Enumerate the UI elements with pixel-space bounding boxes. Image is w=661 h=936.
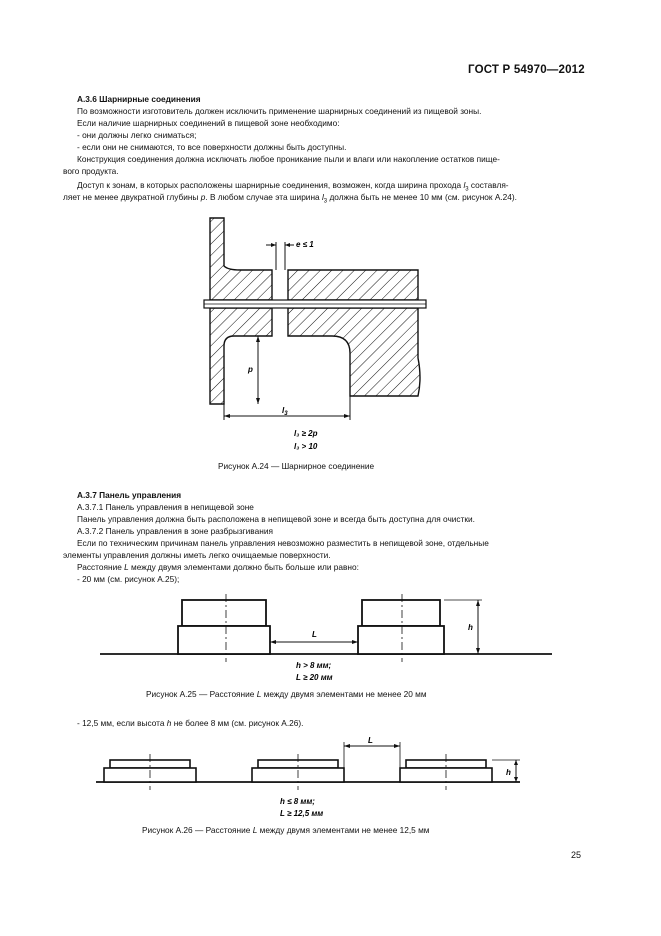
paragraph-line: Если по техническим причинам панель управления невозможно разместить в непищевой зоне, отдельные <box>77 538 489 548</box>
label-p: p <box>248 365 253 374</box>
figure-a25-caption: Рисунок А.25 — Расстояние L между двумя элементами не менее 20 мм <box>146 689 427 699</box>
right-hinge-lower <box>288 308 420 396</box>
figure-a26-caption: Рисунок А.26 — Расстояние L между двумя элементами не менее 12,5 мм <box>142 825 430 835</box>
paragraph-line: Расстояние L между двумя элементами должно быть больше или равно: <box>77 562 359 572</box>
label-e: e ≤ 1 <box>296 240 314 249</box>
label-l3: $l_3$ <box>282 406 288 417</box>
list-item: - если они не снимаются, то все поверхности должны быть доступны. <box>77 142 347 152</box>
paragraph-line: По возможности изготовитель должен исключить применение шарнирных соединений из пищевой зоны. <box>77 106 482 116</box>
figure-a24-caption: Рисунок А.24 — Шарнирное соединение <box>218 461 375 471</box>
figure-a26-control-elements <box>96 736 536 824</box>
condition-l3-2p: l₃ ≥ 2p <box>294 429 318 438</box>
left-hinge-lower <box>210 308 272 404</box>
paragraph-line: Доступ к зонам, в которых расположены шарнирные соединения, возможен, когда ширина прохода $l_3$ составля- <box>77 180 509 193</box>
left-hinge-part <box>210 218 272 300</box>
condition-l3-10: l₃ > 10 <box>294 442 318 451</box>
paragraph-line: ляет не менее двукратной глубины p. В любом случае эта ширина $l_3$ должна быть не менее 10 мм (см. рисунок А.24). <box>63 192 517 205</box>
label-L: L <box>368 736 373 745</box>
figure-a24-hinge-joint <box>190 208 440 460</box>
paragraph-line: Панель управления должна быть расположена в непищевой зоне и всегда быть доступна для очистки. <box>77 514 475 524</box>
paragraph-line: вого продукта. <box>63 166 119 176</box>
condition-L: L ≥ 20 мм <box>296 673 333 682</box>
label-h: h <box>506 768 511 777</box>
paragraph-line: Если наличие шарнирных соединений в пищевой зоне необходимо: <box>77 118 340 128</box>
section-title-a36: А.3.6 Шарнирные соединения <box>77 94 201 104</box>
document-code: ГОСТ Р 54970—2012 <box>468 64 585 76</box>
section-title-a37: А.3.7 Панель управления <box>77 490 182 500</box>
subsection-title-a372: А.3.7.2 Панель управления в зоне разбрызгивания <box>77 526 273 536</box>
label-L: L <box>312 630 317 639</box>
condition-L: L ≥ 12,5 мм <box>280 809 324 818</box>
control-element-left <box>182 600 266 626</box>
list-item: - они должны легко сниматься; <box>77 130 197 140</box>
control-element-left-base <box>178 626 270 654</box>
page-number: 25 <box>571 850 582 860</box>
condition-h: h ≤ 8 мм; <box>280 797 315 806</box>
subsection-title-a371: А.3.7.1 Панель управления в непищевой зоне <box>77 502 254 512</box>
condition-h: h > 8 мм; <box>296 661 332 670</box>
label-h: h <box>468 623 473 632</box>
paragraph-line: Конструкция соединения должна исключать любое проникание пыли и влаги или накопление остатков пище- <box>77 154 500 164</box>
list-item: - 20 мм (см. рисунок А.25); <box>77 574 180 584</box>
figure-a25-control-elements <box>100 592 560 688</box>
list-item: - 12,5 мм, если высота h не более 8 мм (см. рисунок А.26). <box>77 718 304 728</box>
paragraph-line: элементы управления должны иметь легко очищаемые поверхности. <box>63 550 331 560</box>
control-element-right <box>362 600 440 626</box>
right-hinge-part <box>288 270 418 300</box>
control-element-right-base <box>358 626 444 654</box>
